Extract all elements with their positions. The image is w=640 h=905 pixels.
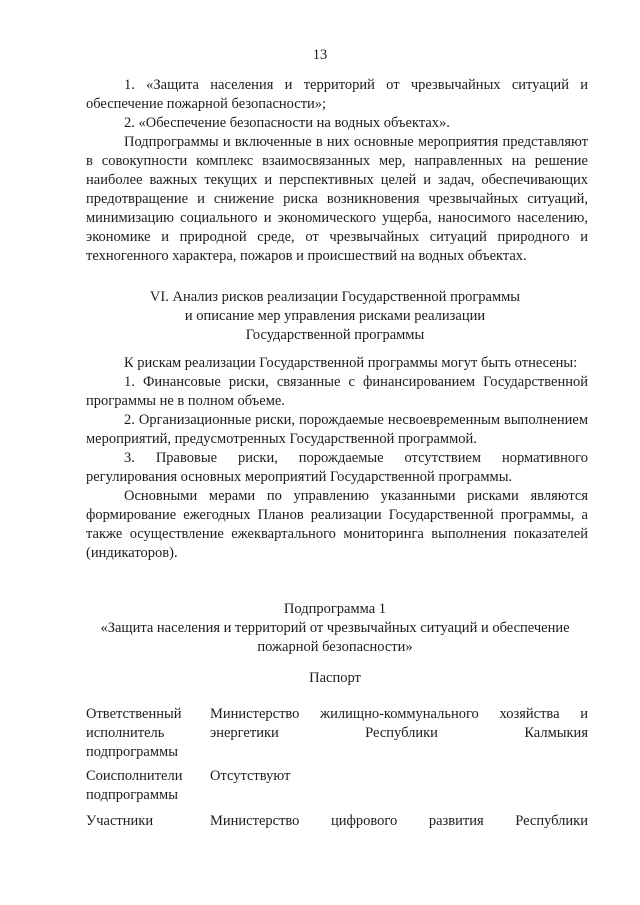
risks-block [86,354,588,563]
page-number: 13 [312,47,328,63]
passport-label: Участники [86,813,154,829]
subprogram-title: Подпрограмма 1 [283,601,387,617]
risks-lead: К рискам реализации Государственной программы могут быть отнесены: [124,355,578,371]
passport-value: Министерство жилищно-коммунального хозяйства и энергетики Республики Калмыкия [210,706,588,741]
intro-block [86,76,588,266]
subprogram-heading [70,600,600,657]
risk-item-3: 3. Правовые риски, порождаемые отсутствием нормативного регулирования основных мероприятий Государственной программы. [86,450,588,485]
section-heading-line: VI. Анализ рисков реализации Государственной программы [149,289,521,305]
subprogram-list-item-1: 1. «Защита населения и территорий от чрезвычайных ситуаций и обеспечение пожарной безопасности»; [86,77,588,112]
passport-row [86,812,588,831]
passport-row [86,767,588,812]
section-vi-heading [70,288,600,345]
section-heading-line: Государственной программы [245,327,425,343]
subprogram-name-line: пожарной безопасности» [257,639,413,655]
passport-title: Паспорт [309,670,361,686]
passport-table [86,705,588,831]
section-heading-line: и описание мер управления рисками реализации [184,308,486,324]
passport-row [86,705,588,767]
risk-measures: Основными мерами по управлению указанными рисками являются формирование ежегодных Планов реализации Государственной программы, а также осуществление ежеквартального мониторинга выполнения показателей (индикаторов). [86,488,588,561]
intro-paragraph: Подпрограммы и включенные в них основные мероприятия представляют в совокупности комплекс взаимосвязанных мер, направленных на решение наиболее важных текущих и перспективных целей и задач, обеспечивающих предотвращение и снижение риска возникновения чрезвычайных ситуаций, минимизацию социального и экономического ущерба, наносимого населению, экономике и природной среде, от чрезвычайных ситуаций природного и техногенного характера, пожаров и происшествий на водных объектах. [86,134,588,264]
risk-item-2: 2. Организационные риски, порождаемые несвоевременным выполнением мероприятий, предусмотренных Государственной программой. [86,412,588,447]
passport-label: Соисполнители подпрограммы [86,768,183,803]
subprogram-list-item-2: 2. «Обеспечение безопасности на водных объектах». [124,115,450,131]
passport-value: Министерство цифрового развития Республики [210,813,588,829]
subprogram-name-line: «Защита населения и территорий от чрезвычайных ситуаций и обеспечение [100,620,570,636]
passport-label: Ответственный исполнитель подпрограммы [86,706,182,760]
risk-item-1: 1. Финансовые риски, связанные с финансированием Государственной программы не в полном объеме. [86,374,588,409]
passport-value: Отсутствуют [210,768,291,784]
